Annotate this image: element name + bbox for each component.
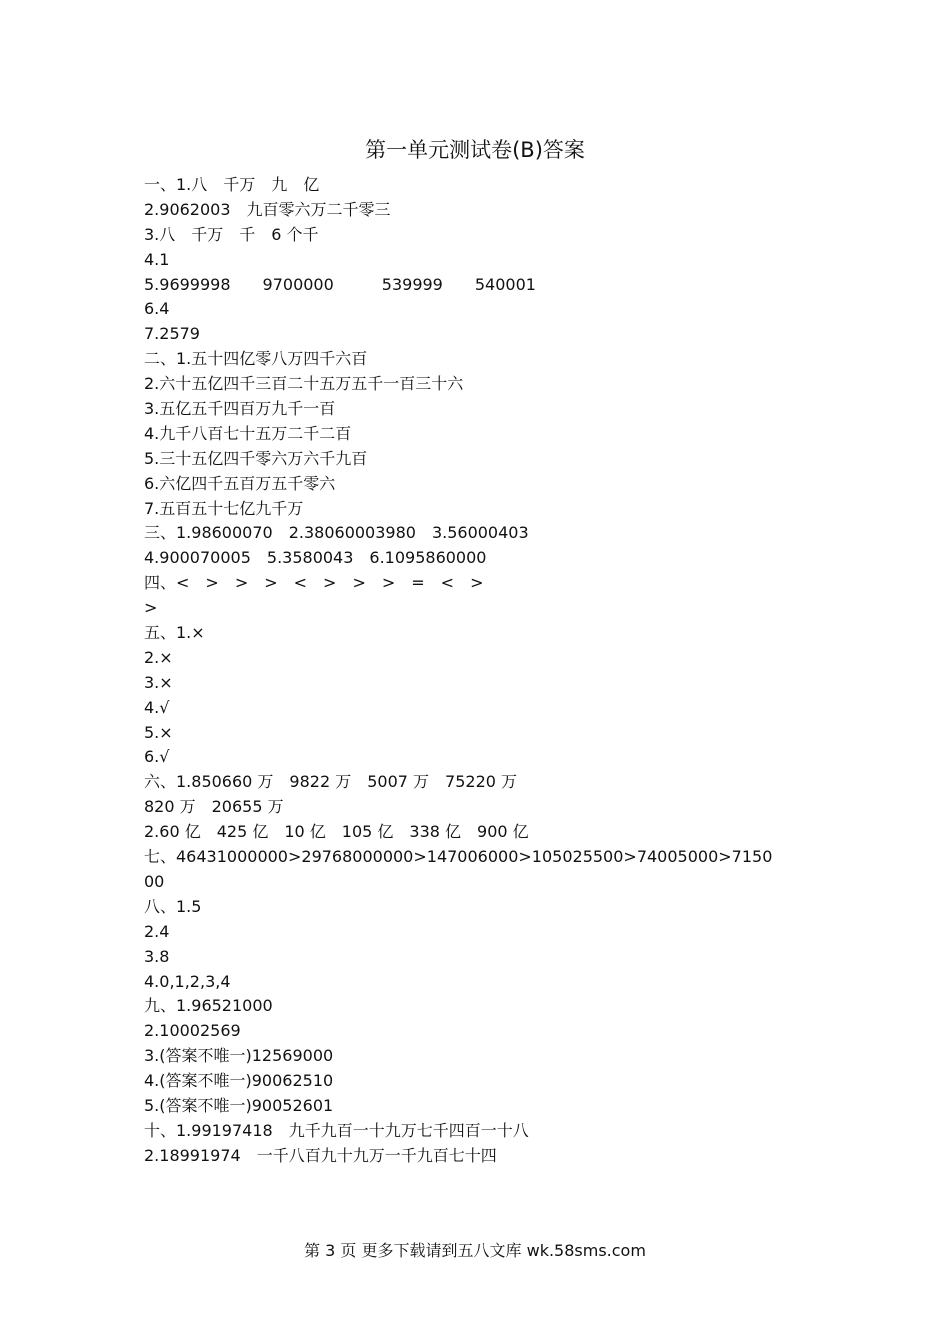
answer-line: 7.五百五十七亿九千万 bbox=[144, 498, 304, 518]
page-title: 第一单元测试卷(B)答案 bbox=[365, 138, 585, 162]
answer-line: 6.4 bbox=[144, 299, 170, 319]
answer-line: 5.× bbox=[144, 722, 173, 742]
answer-line: 四、< > > > < > > > = < > bbox=[144, 573, 484, 593]
answer-line: 3.(答案不唯一)12569000 bbox=[144, 1046, 334, 1066]
answer-line: 2.60 亿 425 亿 10 亿 105 亿 338 亿 900 亿 bbox=[144, 822, 529, 842]
answer-line: 4.√ bbox=[144, 697, 170, 717]
answer-line: 一、1.八 千万 九 亿 bbox=[144, 175, 320, 194]
answer-line: 7.2579 bbox=[144, 324, 200, 344]
answer-line: 三、1.98600070 2.38060003980 3.56000403 bbox=[144, 523, 529, 543]
answer-line: 5.三十五亿四千零六万六千九百 bbox=[144, 448, 368, 468]
answer-line: 2.18991974 一千八百九十九万一千九百七十四 bbox=[144, 1145, 497, 1165]
answer-line: 3.八 千万 千 6 个千 bbox=[144, 224, 319, 244]
answer-line: 2.10002569 bbox=[144, 1021, 241, 1041]
answer-line: 5.9699998 9700000 539999 540001 bbox=[144, 274, 536, 294]
answer-list bbox=[144, 173, 824, 1169]
answer-line: 六、1.850660 万 9822 万 5007 万 75220 万 bbox=[144, 772, 518, 792]
answer-line: 五、1.× bbox=[144, 623, 205, 643]
answer-line: 4.0,1,2,3,4 bbox=[144, 971, 231, 991]
answer-line: 6.六亿四千五百万五千零六 bbox=[144, 473, 336, 493]
answer-line: 3.× bbox=[144, 672, 173, 692]
answer-line: > bbox=[144, 598, 158, 618]
answer-line: 4.(答案不唯一)90062510 bbox=[144, 1071, 334, 1091]
answer-line: 4.九千八百七十五万二千二百 bbox=[144, 423, 352, 443]
answer-line: 4.900070005 5.3580043 6.1095860000 bbox=[144, 548, 487, 568]
page-footer: 第 3 页 更多下载请到五八文库 wk.58sms.com bbox=[304, 1241, 646, 1260]
answer-line: 七、46431000000>29768000000>147006000>105025500>74005000>7150 bbox=[144, 847, 773, 867]
answer-line: 2.4 bbox=[144, 921, 170, 941]
answer-line: 6.√ bbox=[144, 747, 170, 767]
answer-line: 820 万 20655 万 bbox=[144, 797, 284, 817]
answer-line: 00 bbox=[144, 871, 165, 891]
answer-line: 2.六十五亿四千三百二十五万五千一百三十六 bbox=[144, 374, 464, 394]
answer-line: 九、1.96521000 bbox=[144, 996, 273, 1016]
answer-line: 二、1.五十四亿零八万四千六百 bbox=[144, 349, 368, 369]
answer-line: 2.9062003 九百零六万二千零三 bbox=[144, 199, 391, 219]
answer-line: 十、1.99197418 九千九百一十九万七千四百一十八 bbox=[144, 1120, 529, 1140]
answer-line: 2.× bbox=[144, 647, 173, 667]
answer-line: 4.1 bbox=[144, 249, 170, 269]
answer-line: 3.8 bbox=[144, 946, 170, 966]
answer-line: 3.五亿五千四百万九千一百 bbox=[144, 399, 336, 419]
answer-line: 八、1.5 bbox=[144, 896, 202, 916]
answer-line: 5.(答案不唯一)90052601 bbox=[144, 1095, 334, 1115]
